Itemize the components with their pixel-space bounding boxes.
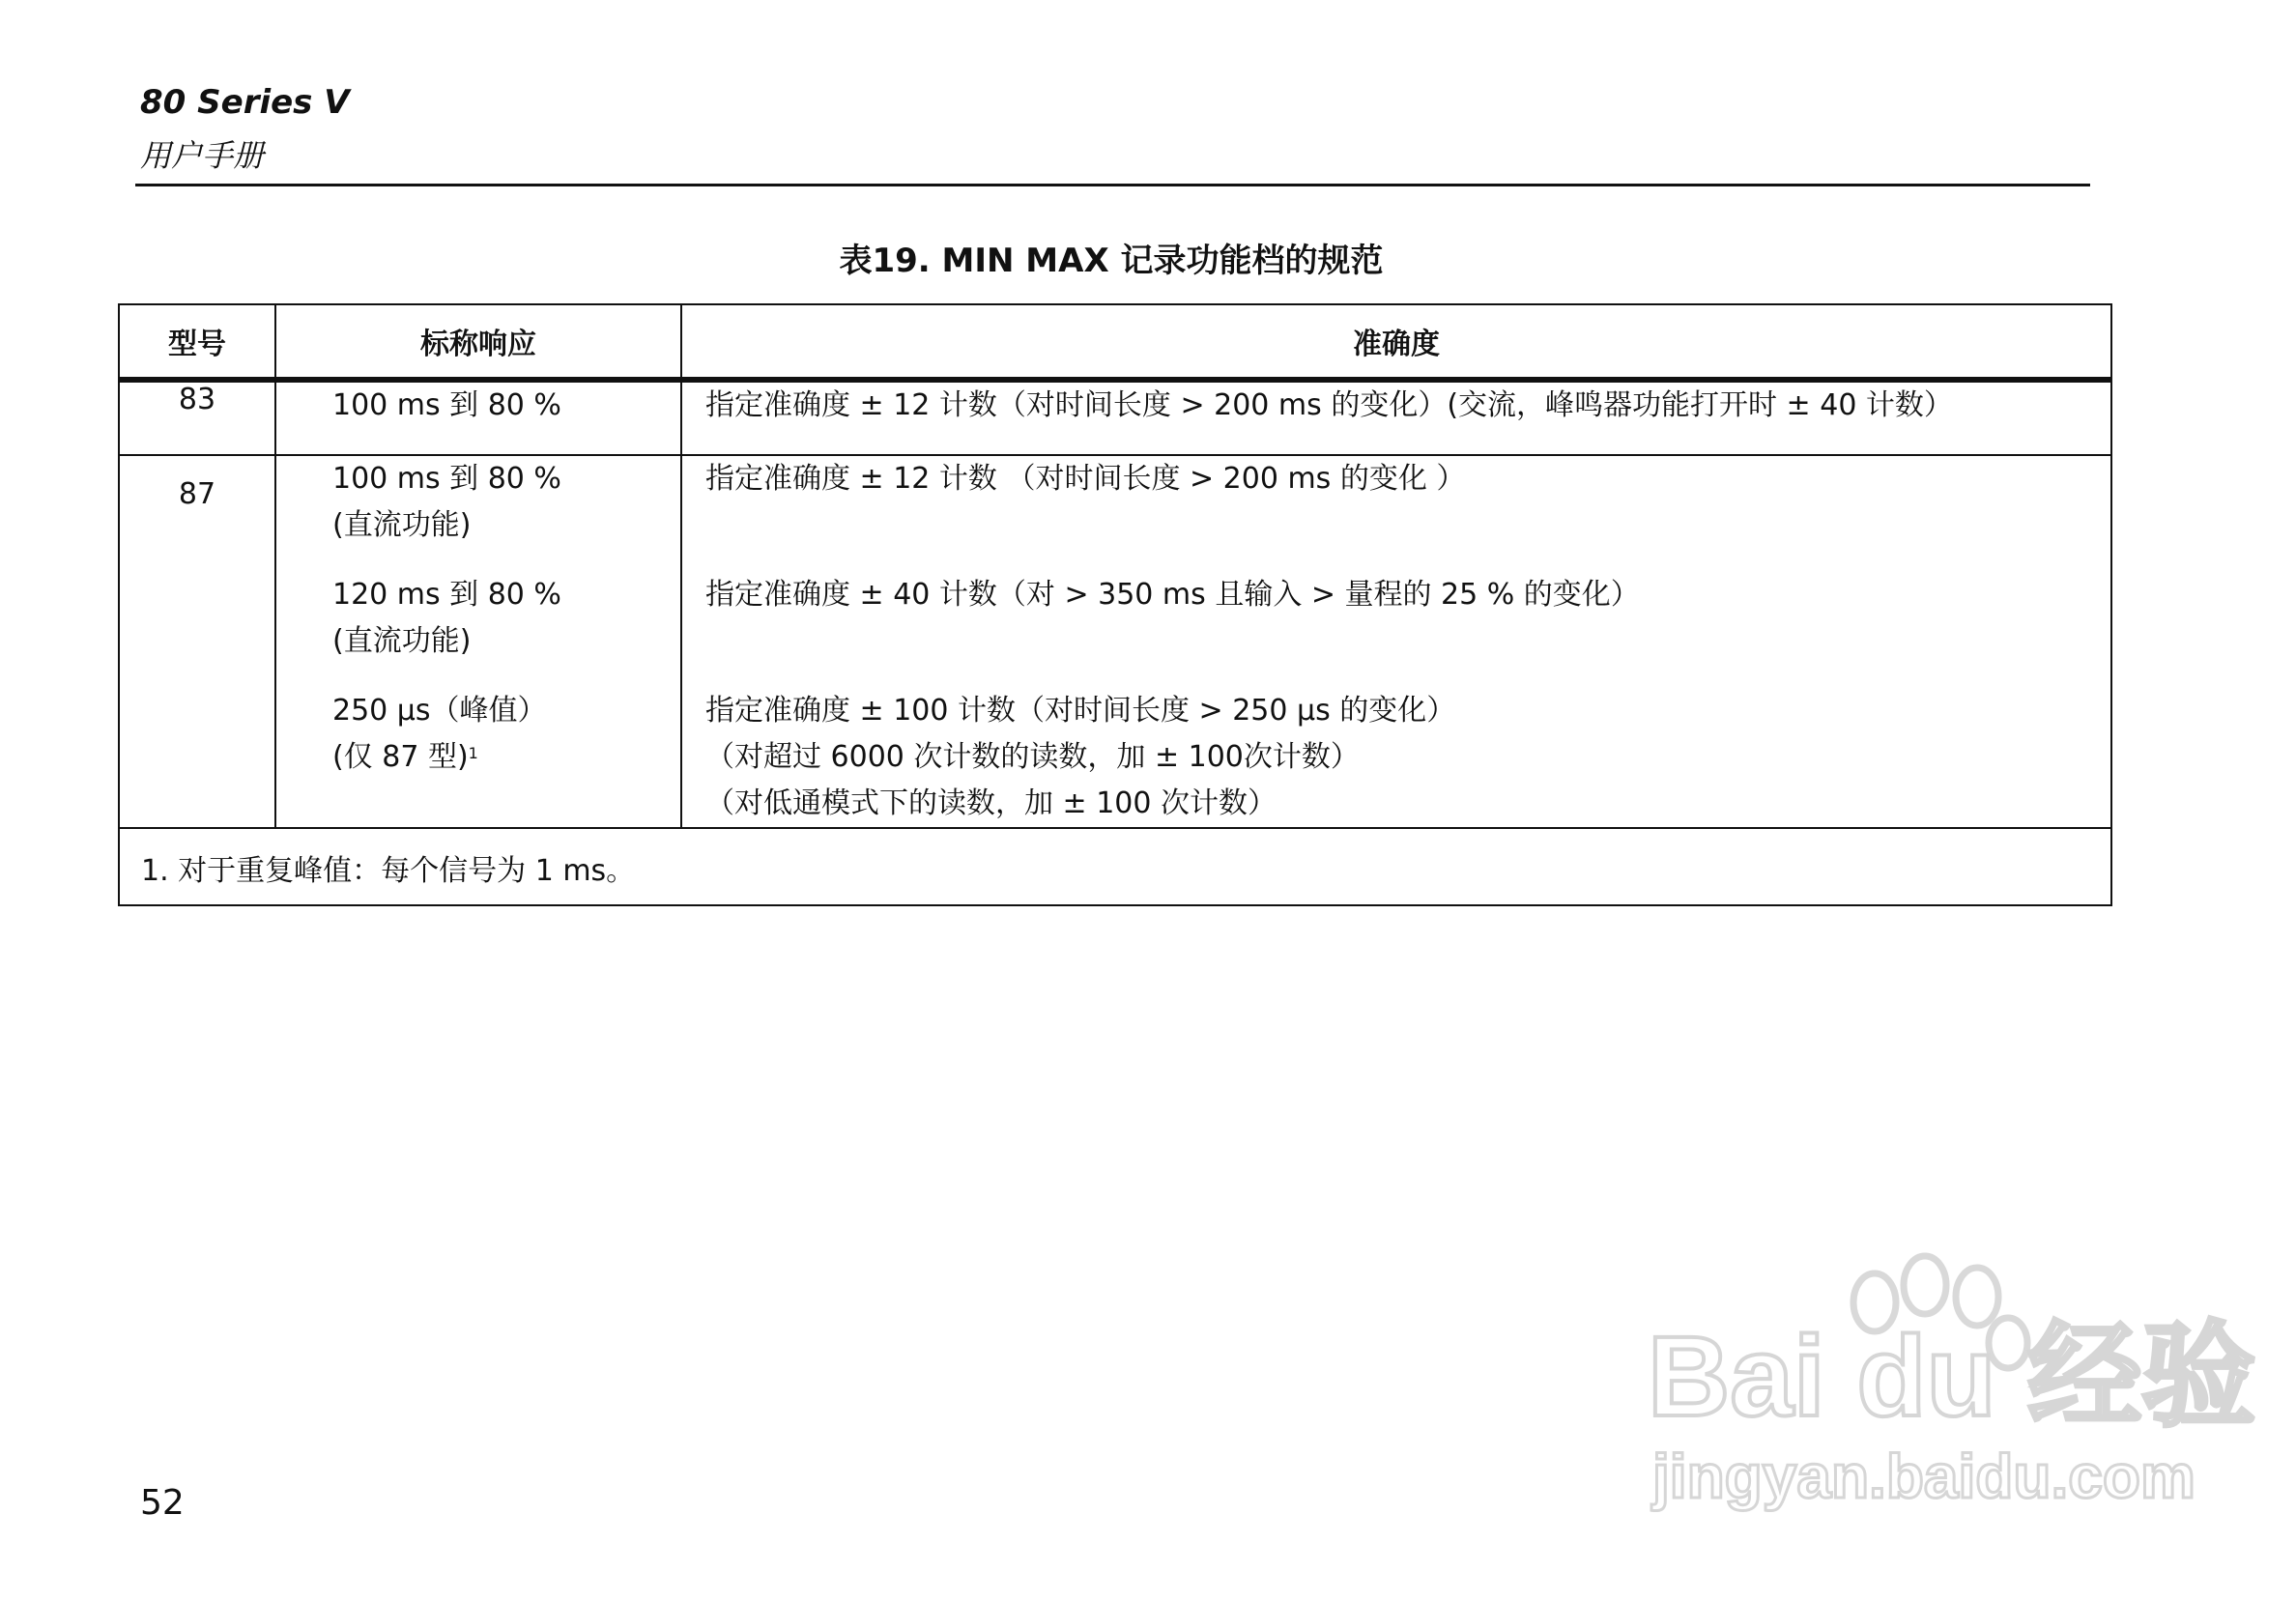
accuracy-87-a-line1: 指定准确度 ± 12 计数 （对时间长度 > 200 ms 的变化 ） bbox=[705, 462, 1466, 496]
page-number: 52 bbox=[140, 1483, 185, 1523]
response-87-c-text: (仅 87 型) bbox=[332, 740, 469, 774]
response-87-a-line2: (直流功能) bbox=[332, 508, 472, 542]
accuracy-87-b-line1: 指定准确度 ± 40 计数（对 > 350 ms 且输入 > 量程的 25 % 的变化） bbox=[705, 578, 1640, 612]
table-header-row bbox=[119, 304, 2111, 380]
watermark-brand: Bai du 经验 bbox=[1648, 1313, 2256, 1441]
header-series-title: 80 Series V bbox=[140, 83, 350, 122]
cell-accuracy-87 bbox=[681, 455, 2111, 828]
response-87-b-line1: 120 ms 到 80 % bbox=[332, 578, 561, 612]
footnote-marker: 1 bbox=[468, 744, 478, 762]
cell-response-87 bbox=[275, 455, 681, 828]
accuracy-87-c-line3: （对低通模式下的读数，加 ± 100 次计数） bbox=[705, 786, 1277, 820]
watermark-url: jingyan.baidu.com bbox=[1652, 1442, 2196, 1511]
table-title: 表19. MIN MAX 记录功能档的规范 bbox=[839, 242, 1384, 280]
accuracy-87-c-line1: 指定准确度 ± 100 计数（对时间长度 > 250 µs 的变化） bbox=[705, 694, 1456, 728]
cell-response-83 bbox=[275, 380, 681, 455]
response-87-a-line1: 100 ms 到 80 % bbox=[332, 462, 561, 496]
cell-accuracy-83 bbox=[681, 380, 2111, 455]
col-header-accuracy: 准确度 bbox=[681, 304, 2111, 380]
header-manual-subtitle: 用户手册 bbox=[140, 137, 265, 174]
accuracy-87-c-line2: （对超过 6000 次计数的读数，加 ± 100次计数） bbox=[705, 740, 1360, 774]
table-footnote-row bbox=[119, 828, 2111, 905]
cell-model-83: 83 bbox=[119, 380, 275, 455]
table-row-83 bbox=[119, 380, 2111, 455]
table-row-87 bbox=[119, 455, 2111, 828]
cell-model-87: 87 bbox=[119, 455, 275, 828]
response-87-b-line2: (直流功能) bbox=[332, 624, 472, 658]
response-83-line: 100 ms 到 80 % bbox=[332, 388, 561, 422]
col-header-response: 标称响应 bbox=[275, 304, 681, 380]
spec-table bbox=[118, 303, 2112, 906]
response-87-c-line1: 250 µs（峰值） bbox=[332, 694, 547, 728]
baidu-jingyan-watermark bbox=[1643, 1246, 2256, 1536]
col-header-model: 型号 bbox=[119, 304, 275, 380]
footnote-text: 1. 对于重复峰值：每个信号为 1 ms。 bbox=[119, 828, 2111, 905]
response-87-c-line2 bbox=[332, 734, 680, 781]
accuracy-83-line: 指定准确度 ± 12 计数（对时间长度 > 200 ms 的变化）(交流，峰鸣器功能打开时 ± 40 计数） bbox=[705, 388, 1953, 422]
header-divider bbox=[135, 184, 2090, 186]
